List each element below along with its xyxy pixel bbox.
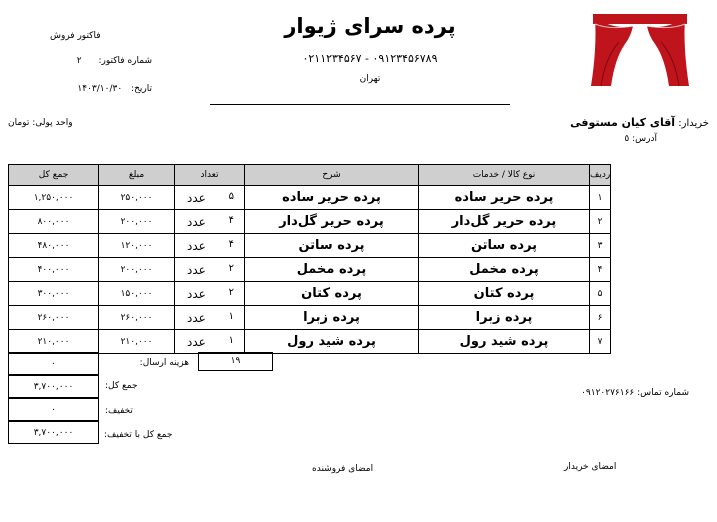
row-description: پرده کتان: [245, 282, 419, 306]
row-qty-unit: عدد: [187, 190, 206, 205]
header-divider: [210, 104, 510, 105]
buyer-row: [570, 116, 709, 129]
table-row: [9, 330, 611, 354]
row-qty-unit: عدد: [187, 262, 206, 277]
row-item-type: پرده زبرا: [419, 306, 590, 330]
row-description: پرده حریر ساده: [245, 186, 419, 210]
row-qty-number: ۱: [228, 310, 234, 322]
row-price: ۲۰۰,۰۰۰: [99, 258, 175, 282]
row-item-type: پرده حریر ساده: [419, 186, 590, 210]
row-price: ۱۵۰,۰۰۰: [99, 282, 175, 306]
grand-total-value: ۳,۷۰۰,۰۰۰: [8, 421, 99, 444]
row-index: ۴: [590, 258, 611, 282]
row-qty-number: ۱: [228, 334, 234, 346]
invoice-date-row: [32, 84, 152, 94]
row-total: ۸۰۰,۰۰۰: [9, 210, 99, 234]
shipping-value: ۰: [8, 352, 99, 375]
table-row: [9, 210, 611, 234]
row-index: ۱: [590, 186, 611, 210]
row-price: ۲۰۰,۰۰۰: [99, 210, 175, 234]
invoice-type: فاکتور فروش: [50, 31, 101, 41]
buyer-name: آقای کیان مستوفی: [570, 116, 676, 129]
row-quantity: [175, 258, 245, 282]
row-qty-unit: عدد: [187, 310, 206, 325]
header-quantity: تعداد: [175, 165, 245, 186]
table-row: [9, 282, 611, 306]
buyer-address: آدرس: ٥: [624, 134, 657, 144]
row-quantity: [175, 330, 245, 354]
items-table: [8, 164, 611, 354]
row-qty-unit: عدد: [187, 214, 206, 229]
grand-total-label: جمع کل با تخفیف:: [104, 430, 173, 440]
row-qty-number: ۵: [228, 190, 234, 202]
row-quantity: [175, 186, 245, 210]
row-index: ۶: [590, 306, 611, 330]
row-total: ۴۸۰,۰۰۰: [9, 234, 99, 258]
row-quantity: [175, 210, 245, 234]
row-qty-number: ۲: [228, 262, 234, 274]
row-total: ۲۱۰,۰۰۰: [9, 330, 99, 354]
row-description: پرده شید رول: [245, 330, 419, 354]
row-total: ۳۰۰,۰۰۰: [9, 282, 99, 306]
invoice-number-row: [32, 56, 152, 66]
shop-city: تهران: [359, 74, 381, 84]
table-row: [9, 258, 611, 282]
row-qty-number: ۴: [228, 238, 234, 250]
table-row: [9, 234, 611, 258]
curtain-logo-icon: [585, 8, 695, 88]
row-quantity: [175, 306, 245, 330]
table-header-row: [9, 165, 611, 186]
row-item-type: پرده حریر گل‌دار: [419, 210, 590, 234]
shop-phones: ۰۲۱۱۲۳۴۵۶۷ - ۰۹۱۲۳۴۵۶۷۸۹: [302, 52, 438, 65]
seller-signature: امضای فروشنده: [312, 464, 374, 474]
row-quantity: [175, 282, 245, 306]
table-row: [9, 306, 611, 330]
quantity-sum: ۱۹: [198, 352, 273, 371]
row-item-type: پرده مخمل: [419, 258, 590, 282]
row-total: ۴۰۰,۰۰۰: [9, 258, 99, 282]
row-qty-number: ۴: [228, 214, 234, 226]
row-total: ۲۶۰,۰۰۰: [9, 306, 99, 330]
row-qty-unit: عدد: [187, 286, 206, 301]
header-total: جمع کل: [9, 165, 99, 186]
total-label: جمع کل:: [105, 381, 138, 391]
row-description: پرده مخمل: [245, 258, 419, 282]
total-value: ۳,۷۰۰,۰۰۰: [8, 375, 99, 398]
row-description: پرده ساتن: [245, 234, 419, 258]
row-description: پرده حریر گل‌دار: [245, 210, 419, 234]
row-price: ۲۵۰,۰۰۰: [99, 186, 175, 210]
table-row: [9, 186, 611, 210]
row-price: ۲۱۰,۰۰۰: [99, 330, 175, 354]
row-qty-number: ۲: [228, 286, 234, 298]
discount-value: ۰: [8, 398, 99, 421]
row-index: ۵: [590, 282, 611, 306]
row-qty-unit: عدد: [187, 238, 206, 253]
row-total: ۱,۲۵۰,۰۰۰: [9, 186, 99, 210]
row-item-type: پرده ساتن: [419, 234, 590, 258]
shipping-label: هزینه ارسال:: [139, 358, 189, 368]
buyer-label: خریدار:: [678, 118, 709, 129]
shop-name: پرده سرای ژیوار: [284, 14, 456, 38]
row-index: ۷: [590, 330, 611, 354]
contact-phone: شماره تماس: ۰۹۱۲۰۲۷۶۱۶۶: [581, 388, 689, 398]
row-qty-unit: عدد: [187, 334, 206, 349]
row-description: پرده زبرا: [245, 306, 419, 330]
row-index: ۳: [590, 234, 611, 258]
buyer-signature: امضای خریدار: [564, 462, 617, 472]
row-price: ۱۲۰,۰۰۰: [99, 234, 175, 258]
currency-label: واحد پولی: تومان: [8, 118, 73, 128]
row-quantity: [175, 234, 245, 258]
header-price: مبلغ: [99, 165, 175, 186]
row-index: ۲: [590, 210, 611, 234]
row-item-type: پرده شید رول: [419, 330, 590, 354]
invoice-date: ۱۴۰۳/۱۰/۳۰: [77, 84, 123, 94]
invoice-number: ۲: [76, 56, 82, 66]
row-price: ۲۶۰,۰۰۰: [99, 306, 175, 330]
header-description: شرح: [245, 165, 419, 186]
header-item-type: نوع کالا / خدمات: [419, 165, 590, 186]
invoice-number-label: شماره فاکتور:: [98, 56, 152, 66]
invoice-date-label: تاریخ:: [131, 84, 152, 94]
row-item-type: پرده کتان: [419, 282, 590, 306]
header-index: ردیف: [590, 165, 611, 186]
discount-label: تخفیف:: [105, 406, 133, 416]
